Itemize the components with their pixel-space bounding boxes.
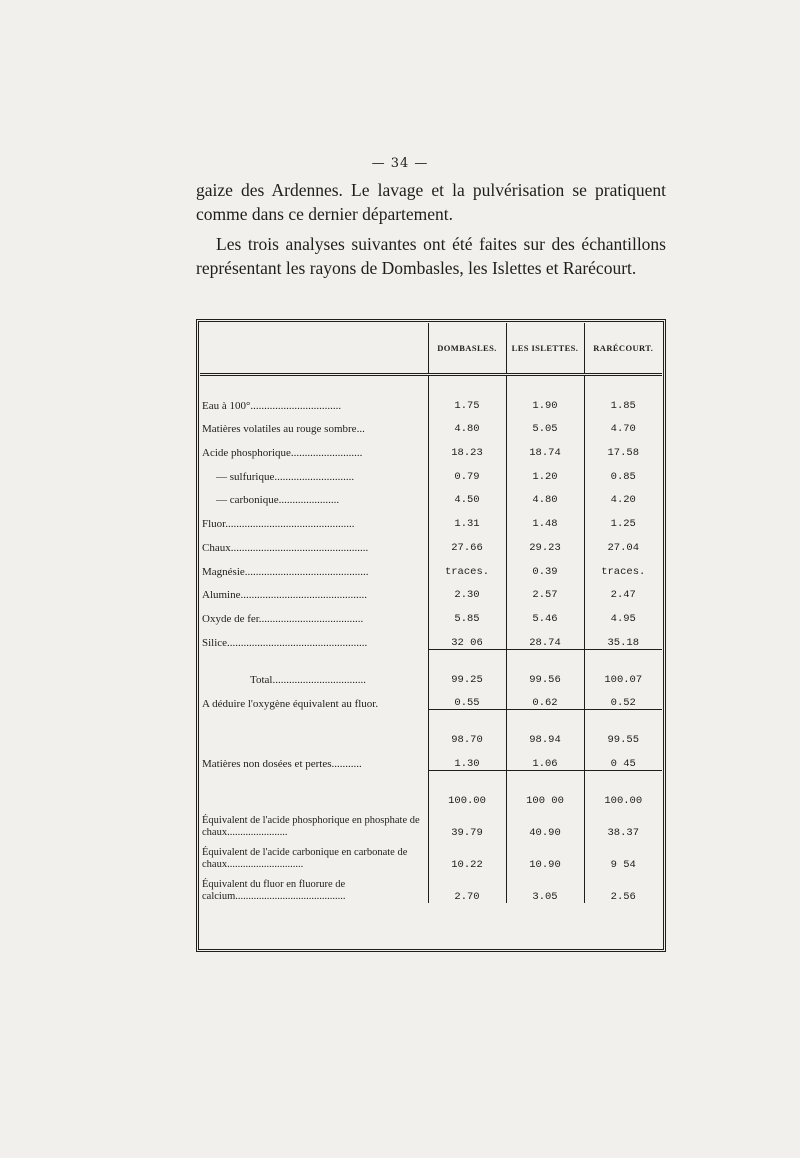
cell-value: 4.20: [584, 483, 662, 507]
cell-value: 99.55: [584, 710, 662, 747]
cell-value: 3.05: [506, 871, 584, 903]
cell-value: 0.39: [506, 554, 584, 578]
cell-value: 17.58: [584, 435, 662, 459]
losses-row: [200, 746, 662, 770]
cell-value: 32 06: [428, 625, 506, 649]
table-row: [200, 506, 662, 530]
cell-value: 1.90: [506, 388, 584, 412]
cell-value: 0 45: [584, 746, 662, 770]
total-row: [200, 649, 662, 686]
table-row: [200, 483, 662, 507]
row-label: Matières non dosées et pertes...........: [202, 758, 362, 771]
cell-value: 0.85: [584, 459, 662, 483]
cell-value: 2.70: [428, 871, 506, 903]
cell-value: 9 54: [584, 839, 662, 871]
row-label: Équivalent du fluor en fluorure de calcium..........................................: [202, 878, 346, 902]
row-label: Fluor...............................................: [202, 518, 355, 531]
deduct-row: [200, 686, 662, 710]
cell-value: 99.25: [428, 649, 506, 686]
cell-value: 100.00: [428, 770, 506, 807]
cell-value: 5.46: [506, 601, 584, 625]
cell-value: 0.62: [506, 686, 584, 710]
paragraph-2: Les trois analyses suivantes ont été faites sur des échantillons représentant les rayons de Dombasles, les Islettes et Rarécourt.: [196, 234, 666, 278]
cell-value: 0.52: [584, 686, 662, 710]
table-row: [200, 625, 662, 649]
row-label: Eau à 100°.................................: [202, 399, 342, 412]
cell-value: 1.31: [428, 506, 506, 530]
row-label: Acide phosphorique..........................: [202, 447, 363, 460]
cell-value: 1.85: [584, 388, 662, 412]
body-text: [196, 178, 666, 280]
cell-value: 98.94: [506, 710, 584, 747]
cell-value: 18.23: [428, 435, 506, 459]
row-label: Alumine..............................................: [202, 589, 367, 602]
cell-value: 4.95: [584, 601, 662, 625]
table-row: [200, 530, 662, 554]
table-row: [200, 388, 662, 412]
cell-value: 1.06: [506, 746, 584, 770]
cell-value: 4.70: [584, 412, 662, 436]
subtotal-row: [200, 710, 662, 747]
header-blank: [200, 323, 428, 375]
table-row: [200, 412, 662, 436]
row-label: Équivalent de l'acide phosphorique en phosphate de chaux.......................: [202, 814, 420, 838]
cell-value: traces.: [584, 554, 662, 578]
header-dombasles: DOMBASLES.: [428, 323, 506, 375]
table-spacer: [200, 375, 662, 389]
header-rarecourt: RARÉCOURT.: [584, 323, 662, 375]
table-row: [200, 459, 662, 483]
row-label: Oxyde de fer......................................: [202, 612, 364, 625]
cell-value: 100.07: [584, 649, 662, 686]
total-label: Total..................................: [250, 673, 366, 686]
equivalent-row: [200, 871, 662, 903]
cell-value: 5.85: [428, 601, 506, 625]
cell-value: 2.57: [506, 578, 584, 602]
cell-value: 27.04: [584, 530, 662, 554]
row-label: A déduire l'oxygène équivalent au fluor.: [202, 697, 379, 710]
page-number: — 34 —: [371, 156, 429, 171]
table-row: [200, 578, 662, 602]
cell-value: 4.80: [428, 412, 506, 436]
cell-value: 27.66: [428, 530, 506, 554]
cell-value: 100 00: [506, 770, 584, 807]
cell-value: 4.50: [428, 483, 506, 507]
cell-value: 1.48: [506, 506, 584, 530]
cell-value: 98.70: [428, 710, 506, 747]
row-label: Silice...................................................: [202, 637, 368, 650]
table-row: [200, 554, 662, 578]
cell-value: 1.75: [428, 388, 506, 412]
table-row: [200, 435, 662, 459]
cell-value: 10.22: [428, 839, 506, 871]
cell-value: 0.79: [428, 459, 506, 483]
row-label: Équivalent de l'acide carbonique en carbonate de chaux.............................: [202, 846, 408, 870]
cell-value: 2.30: [428, 578, 506, 602]
cell-value: 2.47: [584, 578, 662, 602]
cell-value: 40.90: [506, 807, 584, 839]
header-islettes: LES ISLETTES.: [506, 323, 584, 375]
row-label: — carbonique......................: [216, 494, 340, 507]
cell-value: 4.80: [506, 483, 584, 507]
paragraph-1: gaize des Ardennes. Le lavage et la pulvérisation se pratiquent comme dans ce dernier département.: [196, 180, 666, 224]
cell-value: 35.18: [584, 625, 662, 649]
cell-value: 100.00: [584, 770, 662, 807]
cell-value: 5.05: [506, 412, 584, 436]
cell-value: 1.20: [506, 459, 584, 483]
equivalent-row: [200, 839, 662, 871]
cell-value: 1.25: [584, 506, 662, 530]
cell-value: 10.90: [506, 839, 584, 871]
row-label: Magnésie.............................................: [202, 565, 369, 578]
cell-value: 18.74: [506, 435, 584, 459]
row-label: — sulfurique.............................: [216, 470, 355, 483]
final-total-row: [200, 770, 662, 807]
table-row: [200, 601, 662, 625]
row-label: Matières volatiles au rouge sombre...: [202, 423, 365, 436]
cell-value: traces.: [428, 554, 506, 578]
cell-value: 0.55: [428, 686, 506, 710]
cell-value: 1.30: [428, 746, 506, 770]
table-header-row: [200, 323, 662, 375]
cell-value: 38.37: [584, 807, 662, 839]
row-label: Chaux..................................................: [202, 541, 369, 554]
cell-value: 29.23: [506, 530, 584, 554]
cell-value: 39.79: [428, 807, 506, 839]
analysis-table: [200, 323, 662, 903]
equivalent-row: [200, 807, 662, 839]
cell-value: 28.74: [506, 625, 584, 649]
cell-value: 99.56: [506, 649, 584, 686]
cell-value: 2.56: [584, 871, 662, 903]
